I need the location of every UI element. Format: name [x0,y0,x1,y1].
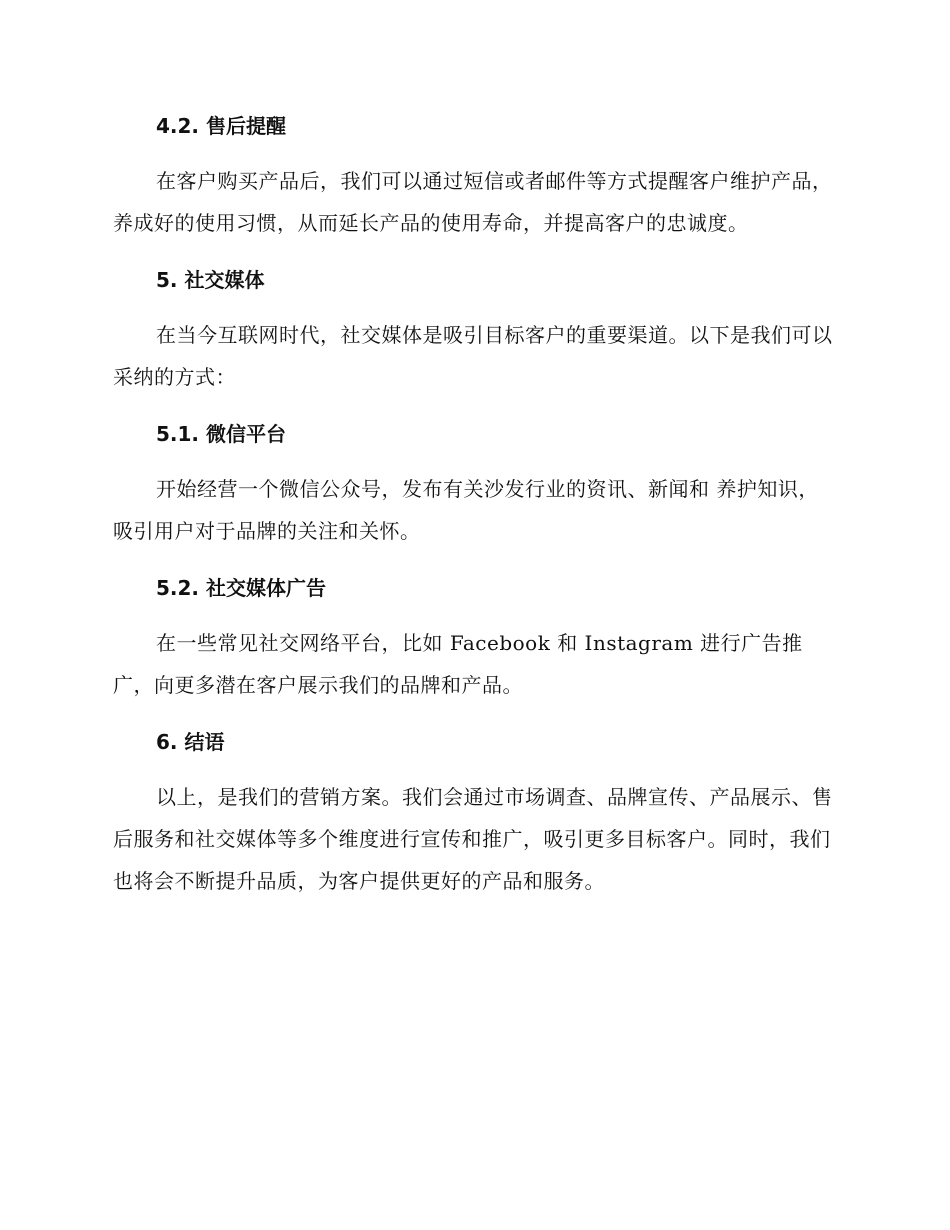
section-paragraph-wechat-platform: 开始经营一个微信公众号，发布有关沙发行业的资讯、新闻和 养护知识，吸引用户对于品牌的关注和关怀。 [113,477,819,543]
section-heading-social-ads: 5.2. 社交媒体广告 [156,576,326,600]
document-body [113,110,833,902]
section-paragraph-social-media: 在当今互联网时代，社交媒体是吸引目标客户的重要渠道。以下是我们可以采纳的方式： [113,323,833,389]
section-heading-social-media: 5. 社交媒体 [156,268,265,292]
section-heading-after-sales-reminder: 4.2. 售后提醒 [156,114,286,138]
section-paragraph-after-sales-reminder: 在客户购买产品后，我们可以通过短信或者邮件等方式提醒客户维护产品，养成好的使用习惯，从而延长产品的使用寿命，并提高客户的忠诚度。 [113,169,833,235]
section-heading-wechat-platform: 5.1. 微信平台 [156,422,286,446]
section-heading-conclusion: 6. 结语 [156,730,225,754]
section-paragraph-conclusion: 以上，是我们的营销方案。我们会通过市场调查、品牌宣传、产品展示、售后服务和社交媒体等多个维度进行宣传和推广，吸引更多目标客户。同时，我们也将会不断提升品质，为客户提供更好的产品和服务。 [113,785,833,893]
section-paragraph-social-ads: 在一些常见社交网络平台，比如 Facebook 和 Instagram 进行广告推广，向更多潜在客户展示我们的品牌和产品。 [113,631,803,697]
